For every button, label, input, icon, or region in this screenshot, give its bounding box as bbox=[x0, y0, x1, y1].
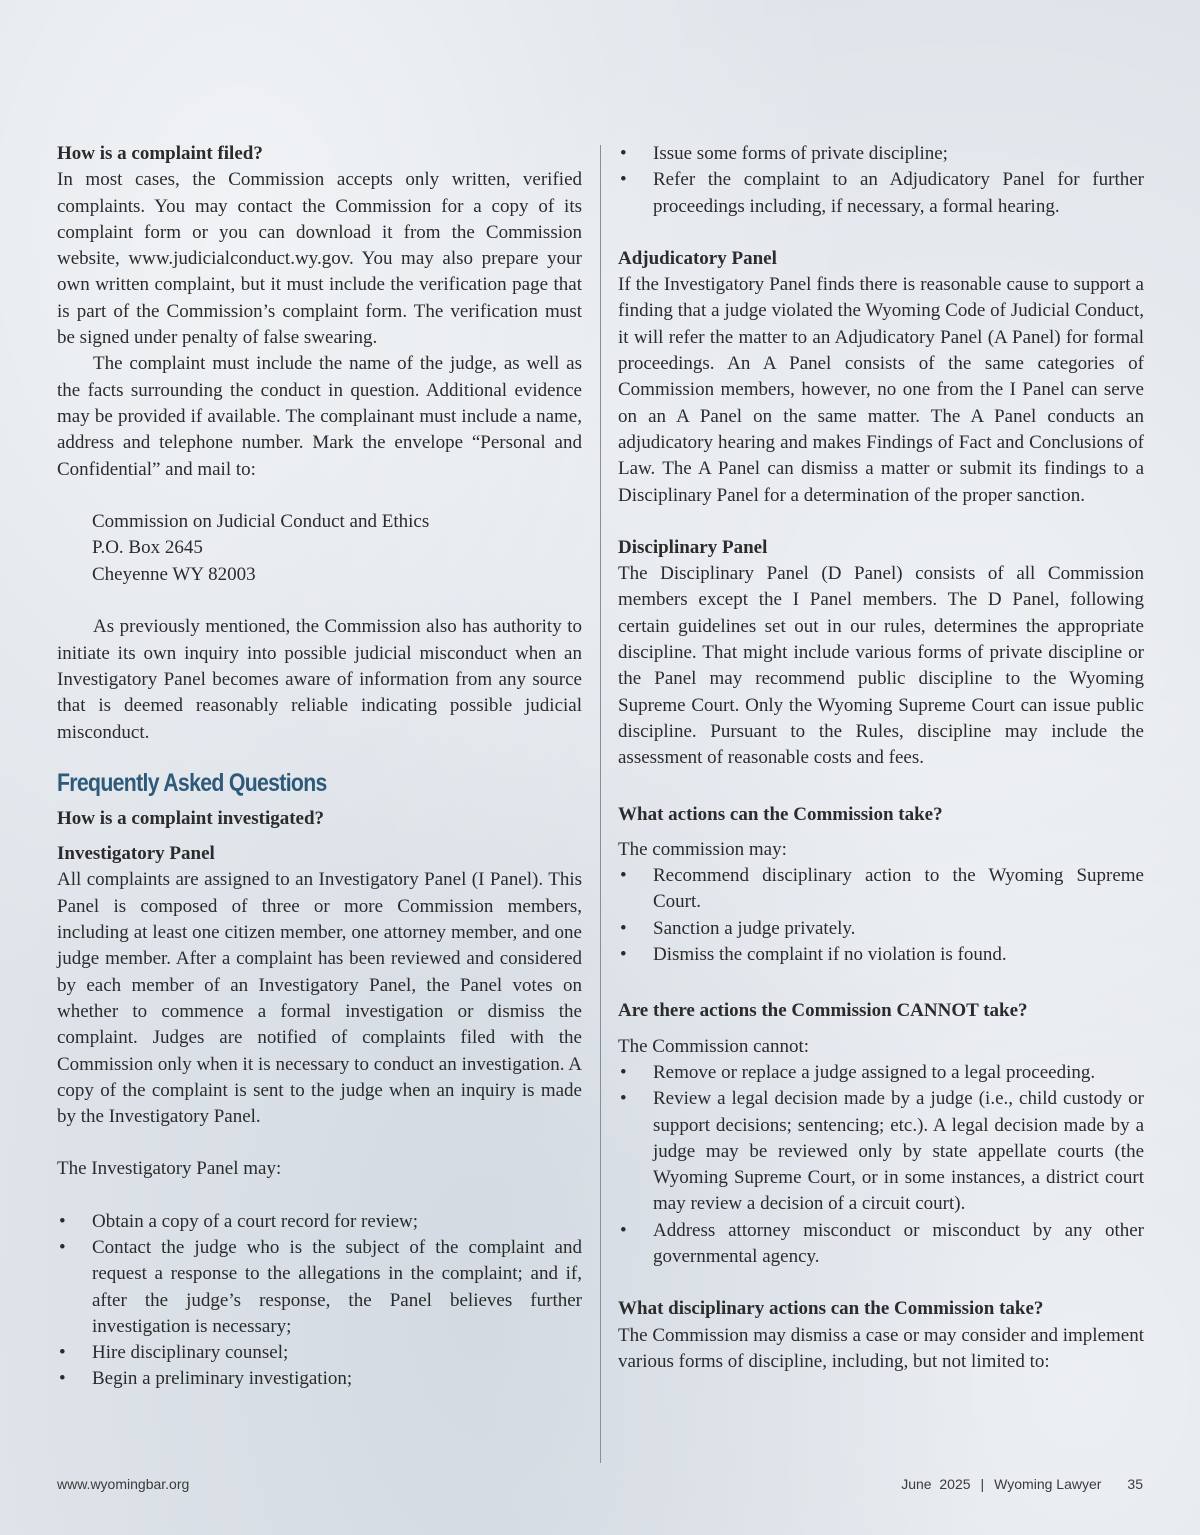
complaint-contents-paragraph: The complaint must include the name of the judge, as well as the facts surrounding the conduct in question. Additional evidence may be provided if available. The complainant must include a name, address and telephone number. Mark the envelope “Personal and Confidential” and mail to: bbox=[57, 353, 582, 480]
footer-website-link[interactable]: www.wyomingbar.org bbox=[57, 1476, 190, 1492]
commission-cannot-heading: Are there actions the Commission CANNOT take? bbox=[618, 1000, 1028, 1022]
column-divider bbox=[600, 145, 601, 1463]
commission-authority-paragraph: As previously mentioned, the Commission also has authority to initiate its own inquiry into possible judicial misconduct when an Investigatory Panel becomes aware of information from any source that is deemed reasonably reliable indicating possible judicial misconduct. bbox=[57, 616, 582, 743]
commission-cannot-intro: The Commission cannot: bbox=[618, 1035, 810, 1057]
footer-separator: | bbox=[980, 1476, 985, 1492]
investigatory-panel-list bbox=[57, 1209, 582, 1393]
right-column bbox=[618, 141, 1144, 1375]
list-item: • Obtain a copy of a court record for review; bbox=[57, 1209, 582, 1235]
address-line: Cheyenne WY 82003 bbox=[92, 563, 256, 585]
commission-cannot-list bbox=[618, 1060, 1144, 1270]
investigatory-panel-intro: The Investigatory Panel may: bbox=[57, 1158, 282, 1180]
disciplinary-panel-heading: Disciplinary Panel bbox=[618, 536, 768, 558]
commission-actions-list bbox=[618, 863, 1144, 968]
page-number: 35 bbox=[1127, 1476, 1143, 1492]
adjudicatory-panel-paragraph: If the Investigatory Panel finds there is reasonable cause to support a finding that a judge violated the Wyoming Code of Judicial Conduct, it will refer the matter to an Adjudicatory Panel (A Panel) for formal proceedings. An A Panel consists of the same categories of Commission members, however, no one from the I Panel can serve on an A Panel on the same matter. The A Panel conducts an adjudicatory hearing and makes Findings of Fact and Conclusions of Law. The A Panel can dismiss a matter or submit its findings to a Disciplinary Panel for a determination of the proper sanction. bbox=[618, 274, 1144, 506]
list-item: • Sanction a judge privately. bbox=[618, 916, 1144, 942]
list-item: • Refer the complaint to an Adjudicatory Panel for further proceedings including, if necessary, a formal hearing. bbox=[618, 167, 1144, 220]
disciplinary-panel-paragraph: The Disciplinary Panel (D Panel) consists of all Commission members except the I Panel members. The D Panel, following certain guidelines set out in our rules, determines the appropriate discipline. That might include various forms of private discipline or the Panel may recommend public discipline to the Wyoming Supreme Court. Only the Wyoming Supreme Court can issue public discipline. Pursuant to the Rules, discipline may include the assessment of reasonable costs and fees. bbox=[618, 563, 1144, 769]
disciplinary-actions-paragraph: The Commission may dismiss a case or may consider and implement various forms of discipline, including, but not limited to: bbox=[618, 1324, 1144, 1372]
list-item: • Begin a preliminary investigation; bbox=[57, 1366, 582, 1392]
list-item: • Contact the judge who is the subject of the complaint and request a response to the allegations in the complaint; and if, after the judge’s response, the Panel believes further investigation is necessary; bbox=[57, 1235, 582, 1340]
list-item: • Issue some forms of private discipline; bbox=[618, 141, 1144, 167]
disciplinary-actions-heading: What disciplinary actions can the Commission take? bbox=[618, 1298, 1044, 1320]
left-column bbox=[57, 141, 582, 1393]
investigatory-panel-list-continued bbox=[618, 141, 1144, 220]
list-item: • Dismiss the complaint if no violation is found. bbox=[618, 942, 1144, 968]
investigatory-panel-heading: Investigatory Panel bbox=[57, 843, 215, 865]
list-item: • Hire disciplinary counsel; bbox=[57, 1340, 582, 1366]
footer-publication: Wyoming Lawyer bbox=[994, 1476, 1102, 1492]
list-item: • Remove or replace a judge assigned to a legal proceeding. bbox=[618, 1060, 1144, 1086]
investigatory-panel-paragraph: All complaints are assigned to an Investigatory Panel (I Panel). This Panel is composed of three or more Commission members, including at least one citizen member, one attorney member, and one judge member. After a complaint has been reviewed and considered by each member of an Investigatory Panel, the Panel votes on whether to commence a formal investigation or dismiss the complaint. Judges are notified of complaints filed with the Commission only when it is necessary to conduct an investigation. A copy of the complaint is sent to the judge when an inquiry is made by the Investigatory Panel. bbox=[57, 869, 582, 1128]
commission-actions-intro: The commission may: bbox=[618, 838, 787, 860]
faq-title: Frequently Asked Questions bbox=[57, 768, 327, 797]
complaint-investigated-heading: How is a complaint investigated? bbox=[57, 807, 325, 829]
list-item: • Recommend disciplinary action to the Wyoming Supreme Court. bbox=[618, 863, 1144, 916]
complaint-filed-paragraph: In most cases, the Commission accepts only written, verified complaints. You may contact the Commission for a copy of its complaint form or you can download it from the Commission website, www.judicialconduct.wy.gov. You may also prepare your own written complaint, but it must include the verification page that is part of the Commission’s complaint form. The verification must be signed under penalty of false swearing. bbox=[57, 169, 582, 349]
list-item: • Address attorney misconduct or misconduct by any other governmental agency. bbox=[618, 1218, 1144, 1271]
address-line: Commission on Judicial Conduct and Ethics bbox=[92, 510, 430, 532]
list-item: • Review a legal decision made by a judge (i.e., child custody or support decisions; sentencing; etc.). A legal decision made by a judge may be reviewed only by state appellate courts (the Wyoming Supreme Court, or in some instances, a district court may review a decision of a circuit court). bbox=[618, 1086, 1144, 1217]
complaint-filed-heading: How is a complaint filed? bbox=[57, 143, 263, 164]
commission-actions-heading: What actions can the Commission take? bbox=[618, 803, 943, 825]
address-line: P.O. Box 2645 bbox=[92, 537, 203, 559]
footer-issue-info bbox=[901, 1476, 1143, 1492]
footer-issue-date: June 2025 bbox=[901, 1476, 971, 1492]
adjudicatory-panel-heading: Adjudicatory Panel bbox=[618, 247, 777, 269]
mailing-address bbox=[57, 509, 582, 589]
